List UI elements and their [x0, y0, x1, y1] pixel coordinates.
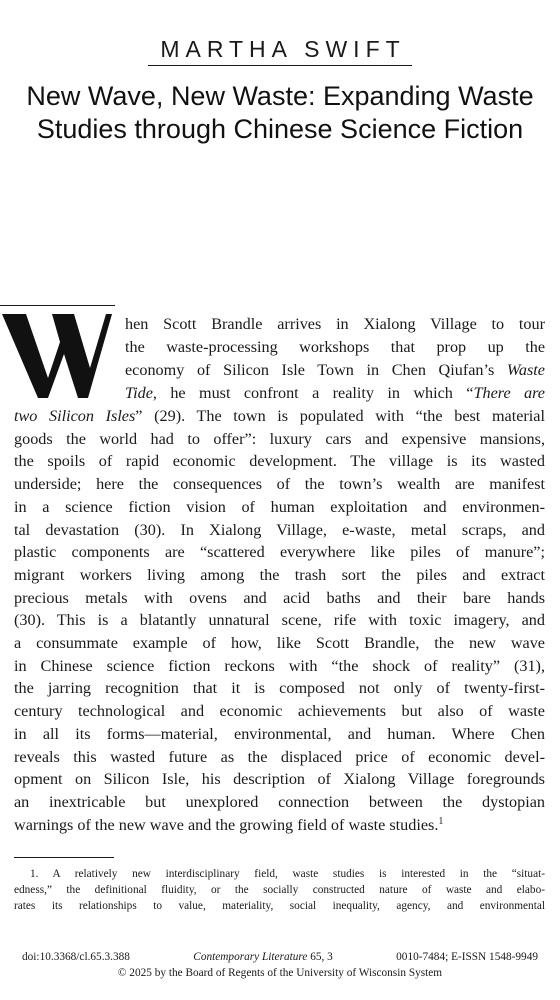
body-line: in a science fiction vision of human exploitation and environmen- — [14, 497, 545, 516]
body-line: the jarring recognition that it is composed not only of twenty-first- — [14, 679, 545, 698]
article-title — [10, 80, 550, 146]
footnote-line: edness,” the definitional fluidity, or the socially constructed nature of waste and elabo- — [14, 884, 545, 896]
footnote-marker[interactable]: 1 — [438, 815, 444, 827]
body-line: precious metals with ovens and acid baths and their bare hands — [14, 588, 545, 607]
body-line: Tide, he must confront a reality in which “There are — [125, 384, 545, 402]
body-line: plastic components are “scattered everywhere like piles of manure”; — [14, 543, 545, 562]
copyright-line: © 2025 by the Board of Regents of the University of Wisconsin System — [117, 967, 443, 979]
author-name: MARTHA SWIFT — [0, 36, 560, 66]
body-line: tal devastation (30). In Xialong Village, e-waste, metal scraps, and — [14, 520, 545, 539]
body-line: two Silicon Isles” (29). The town is populated with “the best material — [14, 407, 545, 425]
body-line: opment on Silicon Isle, his description of Xialong Village foregrounds — [14, 770, 545, 789]
doi-link[interactable]: doi:10.3368/cl.65.3.388 — [22, 951, 130, 963]
body-line: goods the world had to offer”: luxury cars and expensive mansions, — [14, 429, 545, 448]
body-line: the spoils of rapid economic development. The village is its wasted — [14, 452, 545, 471]
issn: 0010-7484; E-ISSN 1548-9949 — [396, 951, 538, 963]
body-line: an inextricable but unexplored connection between the dystopian — [14, 792, 545, 811]
drop-cap — [0, 312, 118, 402]
body-line: migrant workers living among the trash sort the piles and extract — [14, 565, 545, 584]
footer-citation — [22, 949, 538, 965]
body-line: reveals this wasted future as the displaced price of economic devel- — [14, 747, 545, 766]
body-line: century technological and economic achievements but also of waste — [14, 702, 545, 721]
body-line: underside; here the consequences of the town’s wealth are manifest — [14, 475, 545, 494]
journal-info: Contemporary Literature 65, 3 — [193, 951, 333, 963]
body-line: a consummate example of how, like Scott Brandle, the new wave — [14, 634, 545, 652]
title-line-1: New Wave, New Waste: Expanding Waste — [26, 81, 534, 111]
body-line: in Chinese science fiction reckons with “the shock of reality” (31), — [14, 656, 545, 675]
body-line: warnings of the new wave and the growing field of waste studies.$^1$ — [14, 815, 444, 834]
footnote-line: 1. A relatively new interdisciplinary field, waste studies is interested in the “situat- — [30, 868, 545, 880]
body-line: economy of Silicon Isle Town in Chen Qiufan’s Waste — [125, 361, 545, 379]
body-line: in all its forms—material, environmental, and human. Where Chen — [14, 724, 545, 743]
body-line: hen Scott Brandle arrives in Xialong Village to tour — [125, 315, 545, 333]
body-line: (30). This is a blatantly unnatural scene, rife with toxic imagery, and — [14, 611, 545, 630]
footnote-line: rates its relationships to value, materiality, social inequality, agency, and environmental — [14, 900, 545, 912]
dropcap-rule — [0, 305, 115, 306]
body-line: the waste-processing workshops that prop up the — [125, 338, 545, 356]
footnote-rule — [14, 857, 114, 858]
title-line-2: Studies through Chinese Science Fiction — [36, 114, 524, 144]
